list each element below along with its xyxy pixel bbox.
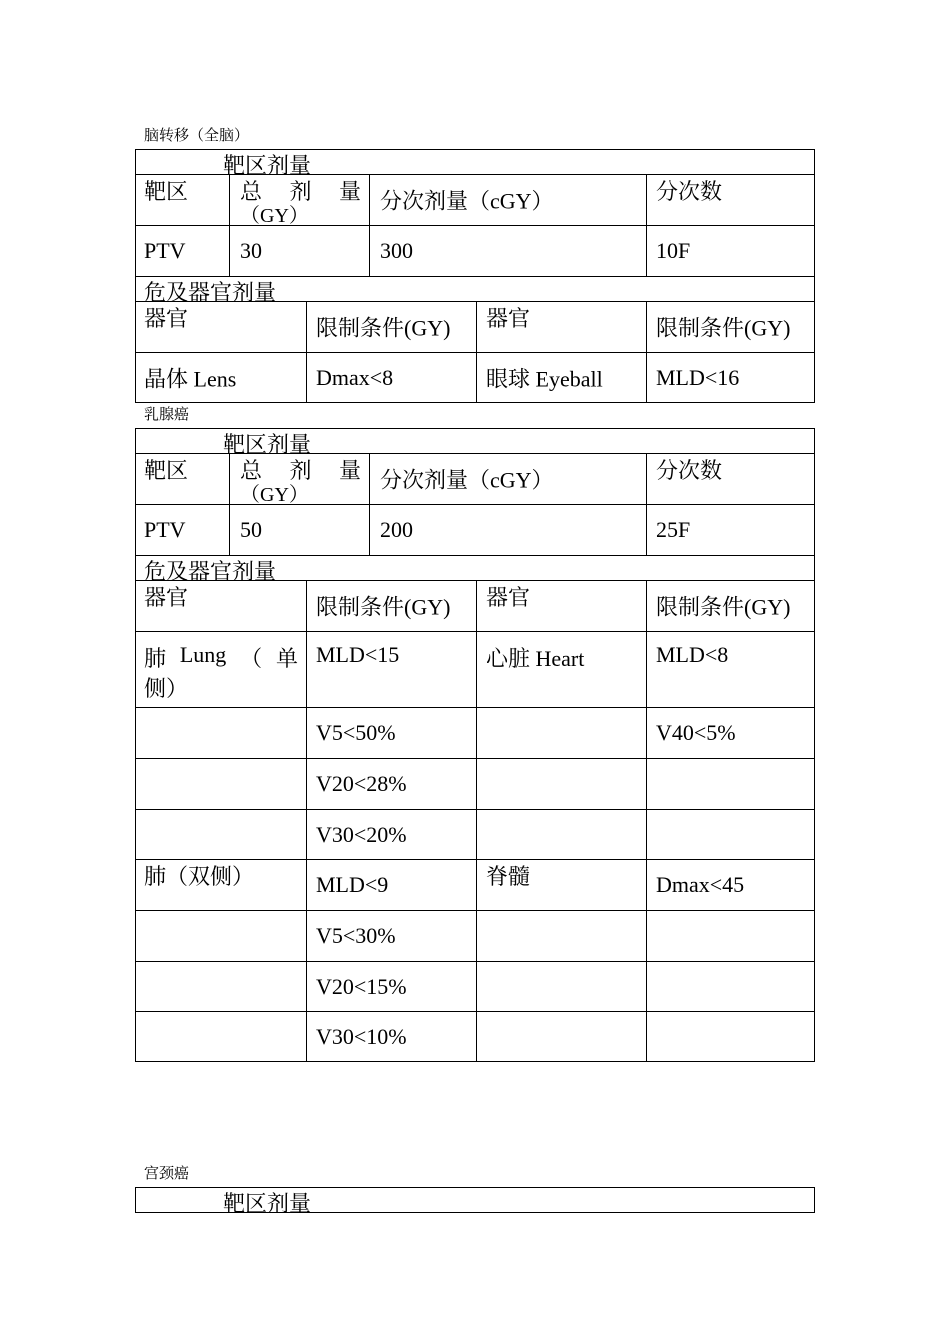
section-caption: 宫颈癌 bbox=[144, 1166, 190, 1182]
col-fractions: 分次数 bbox=[646, 175, 816, 225]
col-region: 靶区 bbox=[144, 179, 189, 204]
col-fraction-dose: 分次剂量（cGY） bbox=[369, 175, 646, 225]
oar-header-row bbox=[135, 555, 815, 584]
oar-data-row: V20<15% bbox=[135, 961, 815, 1012]
target-dose-header-row bbox=[135, 428, 815, 457]
oar-data-row: 晶体 Lens Dmax<8 眼球 Eyeball MLD<16 bbox=[135, 352, 815, 403]
oar-data-row: 肺（双侧） MLD<9 脊髓 Dmax<45 bbox=[135, 859, 815, 910]
oar-data-row: V5<30% bbox=[135, 910, 815, 961]
section-caption: 乳腺癌 bbox=[144, 407, 190, 423]
oar-data-row: V30<20% bbox=[135, 809, 815, 860]
section-caption: 脑转移（全脑） bbox=[144, 128, 250, 144]
target-data-row: PTV 30 300 10F bbox=[135, 225, 815, 276]
target-dose-header: 靶区剂量 bbox=[223, 432, 312, 457]
oar-data-row: 肺 Lung （ 单 侧） MLD<15 心脏 Heart MLD<8 bbox=[135, 631, 815, 707]
oar-header: 危及器官剂量 bbox=[144, 280, 277, 305]
target-dose-header-row bbox=[135, 1187, 815, 1216]
oar-header: 危及器官剂量 bbox=[144, 559, 277, 584]
target-dose-header: 靶区剂量 bbox=[223, 153, 312, 178]
oar-data-row: V30<10% bbox=[135, 1011, 815, 1062]
target-data-row: PTV 50 200 25F bbox=[135, 504, 815, 555]
oar-columns-row: 器官 限制条件(GY) 器官 限制条件(GY) bbox=[135, 580, 815, 631]
oar-header-row bbox=[135, 276, 815, 305]
target-columns-row: 靶区 总 剂 量 （GY） 分次剂量（cGY） 分次数 bbox=[135, 453, 815, 504]
target-dose-header: 靶区剂量 bbox=[223, 1191, 312, 1216]
target-columns-row bbox=[135, 174, 815, 225]
oar-columns-row: 器官 限制条件(GY) 器官 限制条件(GY) bbox=[135, 301, 815, 352]
oar-data-row: V20<28% bbox=[135, 758, 815, 809]
target-dose-header-row bbox=[135, 149, 815, 178]
col-total-dose: 总 剂 量 （GY） bbox=[229, 175, 369, 225]
oar-data-row: V5<50% V40<5% bbox=[135, 707, 815, 758]
